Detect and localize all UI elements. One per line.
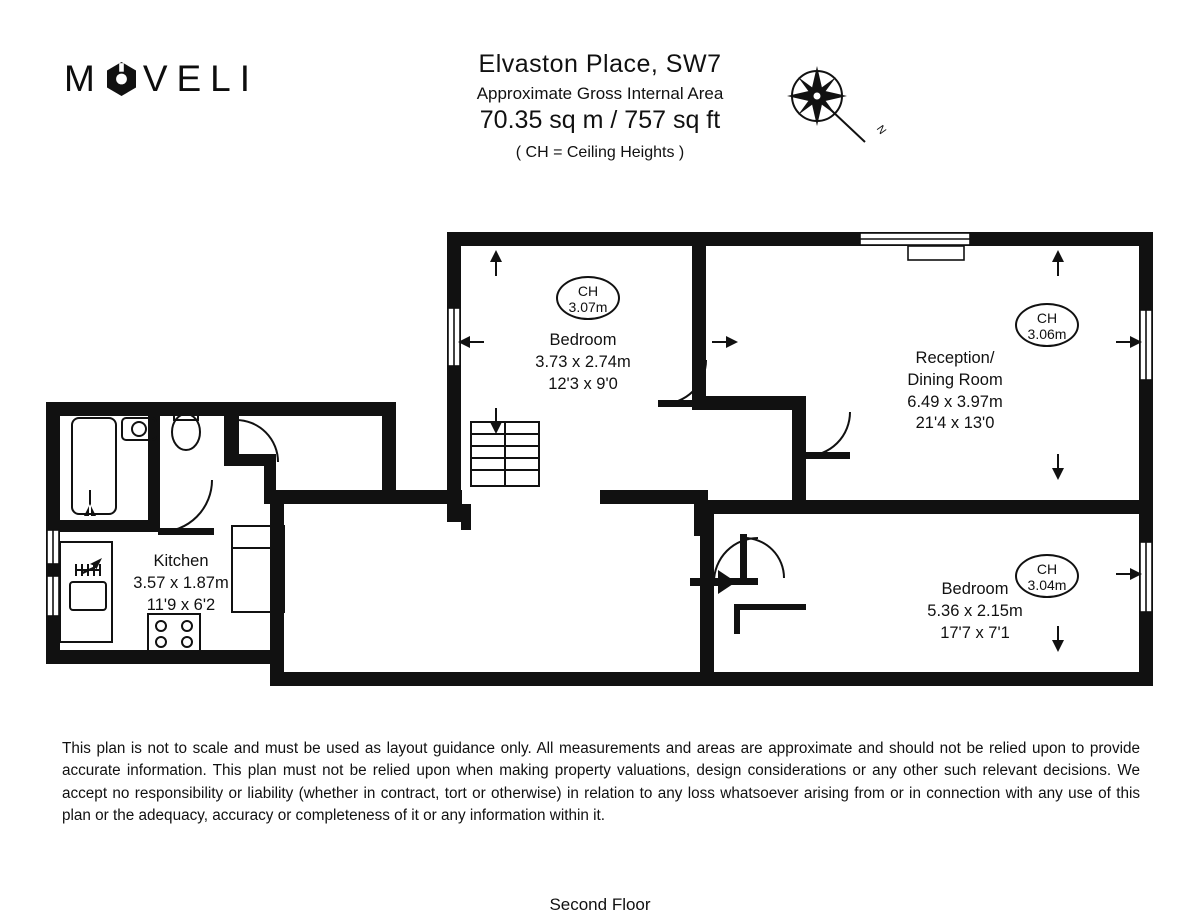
compass-rose-icon: [781, 60, 891, 150]
ch-legend: ( CH = Ceiling Heights ): [515, 144, 685, 161]
disclaimer-text: This plan is not to scale and must be used as layout guidance only. All measurements and areas are approximate and should not be relied upon to provide accurate information. This plan must not be relied upon when making property valuations, design considerations or any other such relevant decisions. We accept no responsibility or liability (whether in contract, tort or otherwise) in relation to any loss whatsoever arising from or in connection with any use of this plan or the adequacy, accuracy or completeness of it or any information within it.: [62, 740, 1140, 825]
plan-header: [400, 50, 800, 162]
room-label-bedroom-1: Bedroom 3.73 x 2.74m 12'3 x 9'0: [535, 331, 631, 393]
brand-logo: [64, 58, 259, 100]
area-value: 70.35 sq m / 757 sq ft: [479, 106, 721, 134]
hexagon-ring-logo-icon: [106, 61, 137, 97]
brand-name-part1: M: [64, 58, 104, 99]
page-title: Elvaston Place, SW7: [478, 50, 722, 78]
brand-name-part2: VELI: [142, 58, 260, 99]
ceiling-height-badge-bedroom-1: CH 3.07m: [556, 276, 620, 320]
room-label-bedroom-2: Bedroom 5.36 x 2.15m 17'7 x 7'1: [927, 580, 1023, 642]
room-label-reception-dining: Reception/ Dining Room 6.49 x 3.97m 21'4 x 13'0: [907, 349, 1003, 433]
compass-north-label: N: [873, 123, 889, 137]
ceiling-height-badge-bedroom-2: CH 3.04m: [1015, 554, 1079, 598]
floor-caption: Second Floor: [549, 895, 651, 914]
ceiling-height-badge-reception: CH 3.06m: [1015, 303, 1079, 347]
room-label-kitchen: Kitchen 3.57 x 1.87m 11'9 x 6'2: [133, 552, 229, 614]
area-caption: Approximate Gross Internal Area: [476, 84, 724, 103]
